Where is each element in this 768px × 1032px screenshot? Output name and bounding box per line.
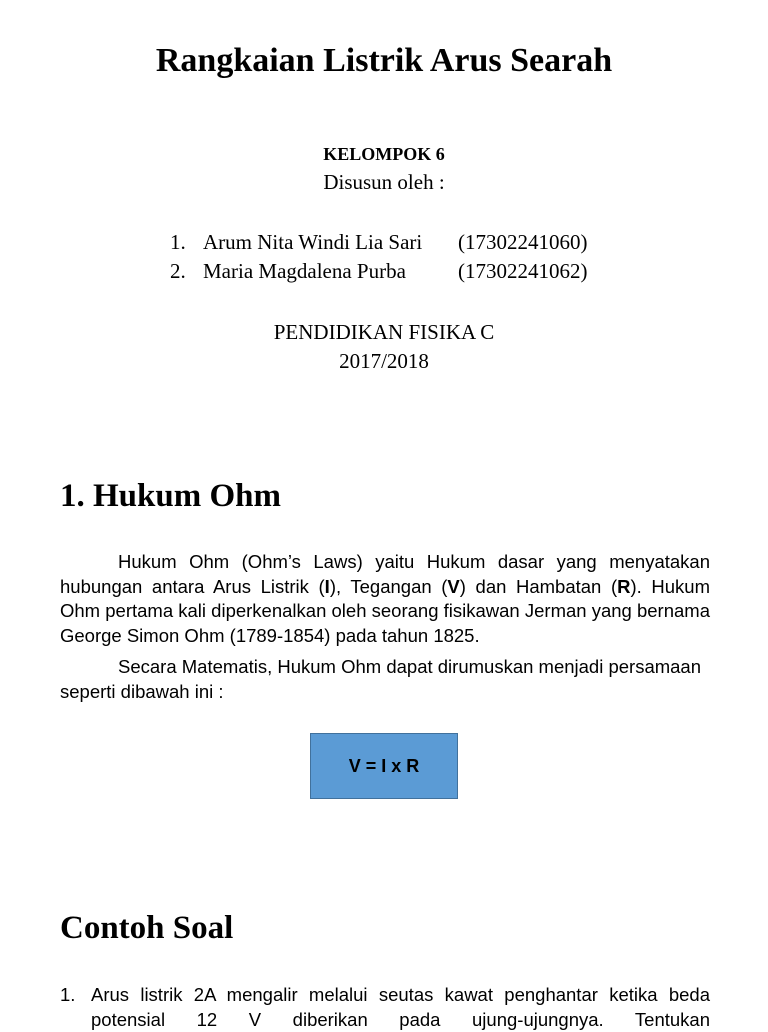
paragraph-text: Secara Matematis, Hukum Ohm dapat dirumuskan menjadi persamaan seperti dibawah ini : (60, 656, 702, 702)
question-item (60, 983, 710, 1032)
text-run: Hukum Ohm (Ohm’s Laws) yaitu Hukum dasar yang menyatakan hubungan antara Arus Listrik ( (60, 551, 710, 597)
formula-box (310, 733, 458, 799)
author-number: 1. (170, 230, 186, 254)
author-item (170, 228, 588, 257)
paragraph-ohm-formula-intro (60, 655, 710, 704)
author-name: Arum Nita Windi Lia Sari (203, 230, 423, 254)
program-block (0, 318, 768, 376)
section-heading-hukum-ohm: 1. Hukum Ohm (60, 478, 281, 514)
program-name: PENDIDIKAN FISIKA C (273, 320, 495, 344)
group-label: KELOMPOK 6 (323, 144, 445, 164)
paragraph-ohm-definition (60, 550, 710, 648)
question-text: Arus listrik 2A mengalir melalui seutas kawat penghantar ketika beda potensial 12 V diberikan pada ujung-ujungnya. Tentukan (91, 984, 710, 1030)
formula-text: V = I x R (348, 755, 420, 776)
author-list (170, 228, 588, 286)
document-title: Rangkaian Listrik Arus Searah (155, 42, 613, 79)
author-number: 2. (170, 259, 186, 283)
author-item (170, 257, 588, 286)
text-run: ) dan Hambatan ( (459, 575, 618, 597)
section-heading-contoh-soal: Contoh Soal (60, 910, 234, 946)
text-run: ), Tegangan ( (329, 575, 448, 597)
symbol-resistance: R (617, 575, 631, 597)
author-name: Maria Magdalena Purba (203, 259, 406, 283)
symbol-voltage: V (447, 575, 460, 597)
question-number: 1. (60, 984, 76, 1005)
author-id: (17302241060) (458, 230, 588, 254)
symbol-current: I (324, 575, 330, 597)
academic-year: 2017/2018 (339, 349, 429, 373)
composed-by-label: Disusun oleh : (323, 170, 445, 194)
text-run: ). Hukum Ohm pertama kali diperkenalkan oleh seorang fisikawan Jerman yang bernama George Simon Ohm (1789-1854) pada tahun 1825. (60, 575, 710, 646)
author-id: (17302241062) (458, 259, 588, 283)
